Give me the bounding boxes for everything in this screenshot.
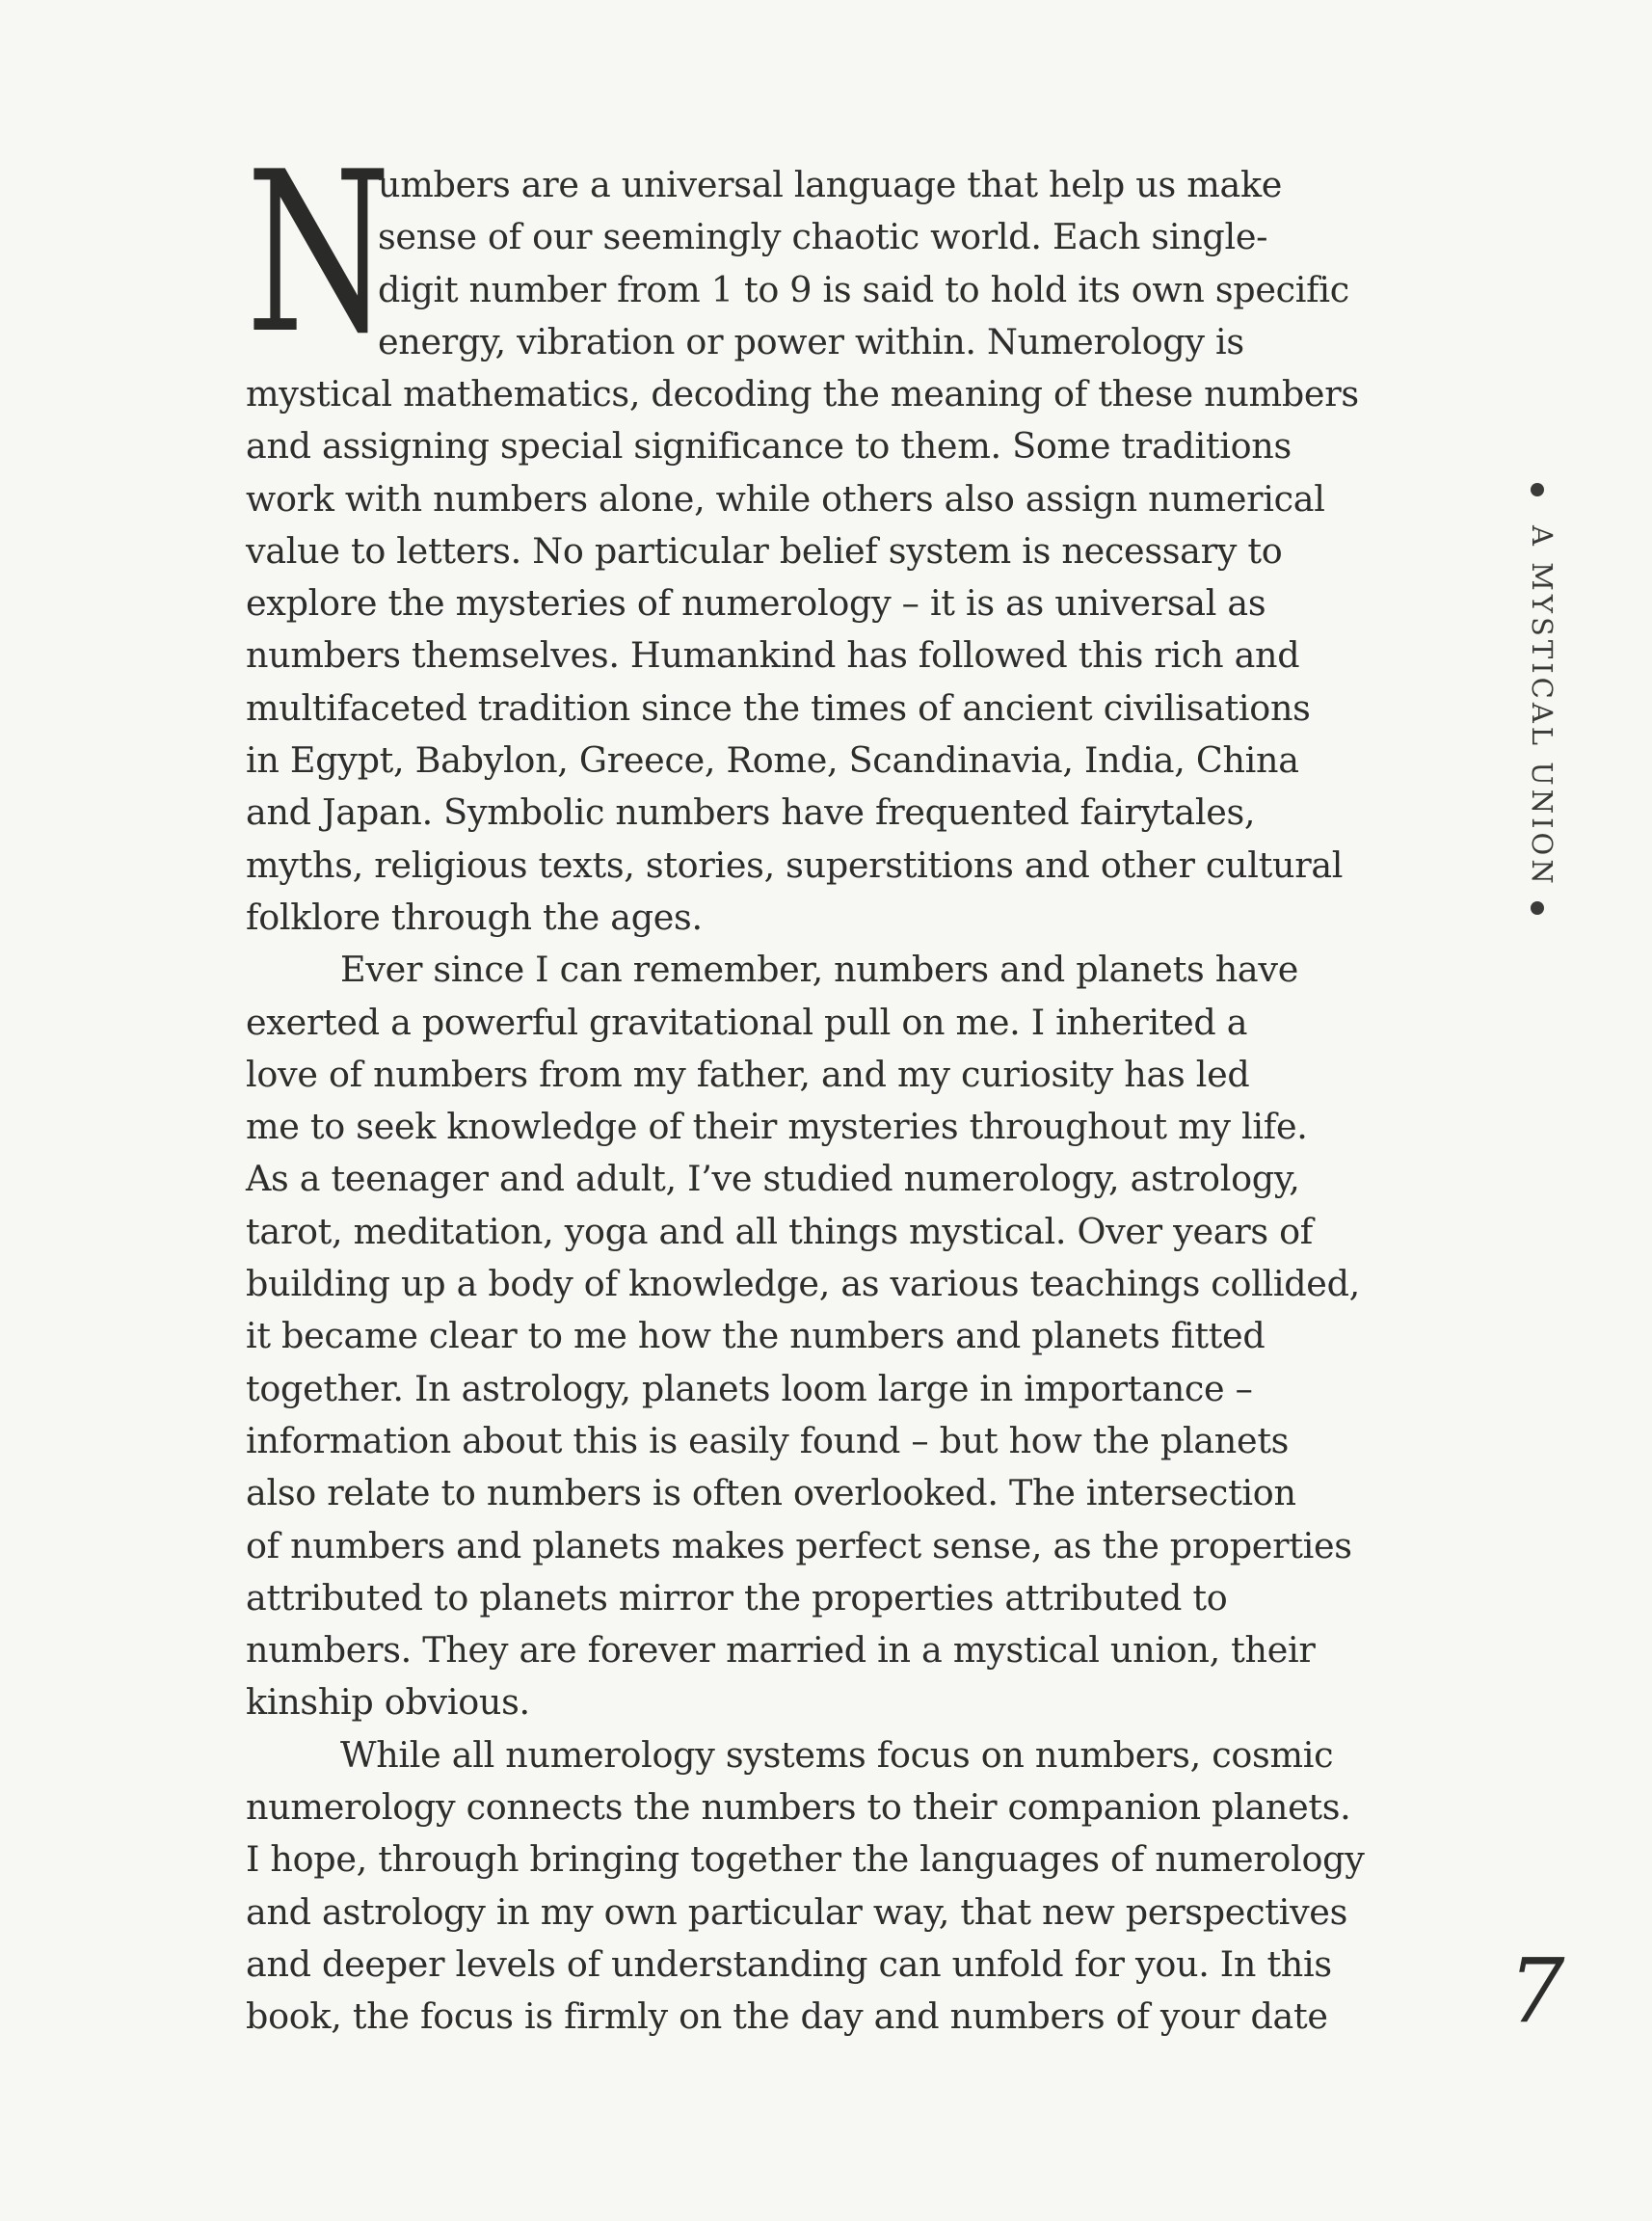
text-line: also relate to numbers is often overlooked. The intersection <box>246 1472 1296 1514</box>
text-line: Ever since I can remember, numbers and planets have <box>340 949 1298 991</box>
text-line: information about this is easily found – but how the planets <box>246 1419 1290 1461</box>
drop-cap: N <box>246 125 391 383</box>
text-line: building up a body of knowledge, as various teachings collided, <box>246 1263 1360 1305</box>
text-line: While all numerology systems focus on numbers, cosmic <box>340 1733 1334 1776</box>
text-line: book, the focus is firmly on the day and numbers of your date <box>246 1995 1328 2038</box>
text-line: I hope, through bringing together the languages of numerology <box>246 1838 1365 1881</box>
text-line: multifaceted tradition since the times of ancient civilisations <box>246 686 1311 729</box>
text-line: value to letters. No particular belief system is necessary to <box>246 529 1283 572</box>
text-line: explore the mysteries of numerology – it is as universal as <box>246 582 1266 625</box>
running-head <box>1517 477 1575 930</box>
text-line: and astrology in my own particular way, that new perspectives <box>246 1890 1348 1933</box>
text-line: exerted a powerful gravitational pull on me. I inherited a <box>246 1001 1248 1043</box>
text-line: it became clear to me how the numbers and planets fitted <box>246 1315 1266 1357</box>
text-line: and deeper levels of understanding can unfold for you. In this <box>246 1942 1332 1985</box>
page-number: 7 <box>1508 1940 1565 2043</box>
text-line: and Japan. Symbolic numbers have frequented fairytales, <box>246 791 1256 834</box>
text-line: numbers. They are forever married in a mystical union, their <box>246 1629 1316 1672</box>
text-line: sense of our seemingly chaotic world. Each single- <box>378 216 1268 258</box>
text-line: together. In astrology, planets loom large in importance – <box>246 1367 1253 1409</box>
text-line: tarot, meditation, yoga and all things mystical. Over years of <box>246 1210 1313 1252</box>
bullet-icon <box>1531 483 1544 496</box>
text-line: folklore through the ages. <box>246 896 703 938</box>
text-line: digit number from 1 to 9 is said to hold its own specific <box>378 268 1349 310</box>
text-line: work with numbers alone, while others also assign numerical <box>246 477 1325 520</box>
paragraph-1-opening <box>378 159 1399 368</box>
text-line: mystical mathematics, decoding the meaning of these numbers <box>246 373 1359 415</box>
text-line: attributed to planets mirror the properties attributed to <box>246 1576 1228 1619</box>
bullet-icon <box>1531 901 1544 915</box>
drop-cap-container <box>246 125 391 383</box>
text-line: of numbers and planets makes perfect sense, as the properties <box>246 1524 1352 1566</box>
text-line: numerology connects the numbers to their companion planets. <box>246 1786 1351 1829</box>
text-line: myths, religious texts, stories, superstitions and other cultural <box>246 843 1344 886</box>
text-line: in Egypt, Babylon, Greece, Rome, Scandinavia, India, China <box>246 739 1299 782</box>
running-head-text: A MYSTICAL UNION <box>1526 525 1559 888</box>
text-line: love of numbers from my father, and my curiosity has led <box>246 1053 1250 1095</box>
text-line: energy, vibration or power within. Numerology is <box>378 320 1244 362</box>
text-line: me to seek knowledge of their mysteries throughout my life. <box>246 1106 1308 1148</box>
text-line: kinship obvious. <box>246 1681 530 1724</box>
text-line: umbers are a universal language that help us make <box>378 164 1283 205</box>
text-line: As a teenager and adult, I’ve studied numerology, astrology, <box>246 1158 1300 1200</box>
text-line: and assigning special significance to them. Some traditions <box>246 425 1292 468</box>
body-text <box>246 368 1407 2044</box>
text-line: numbers themselves. Humankind has followed this rich and <box>246 634 1300 677</box>
